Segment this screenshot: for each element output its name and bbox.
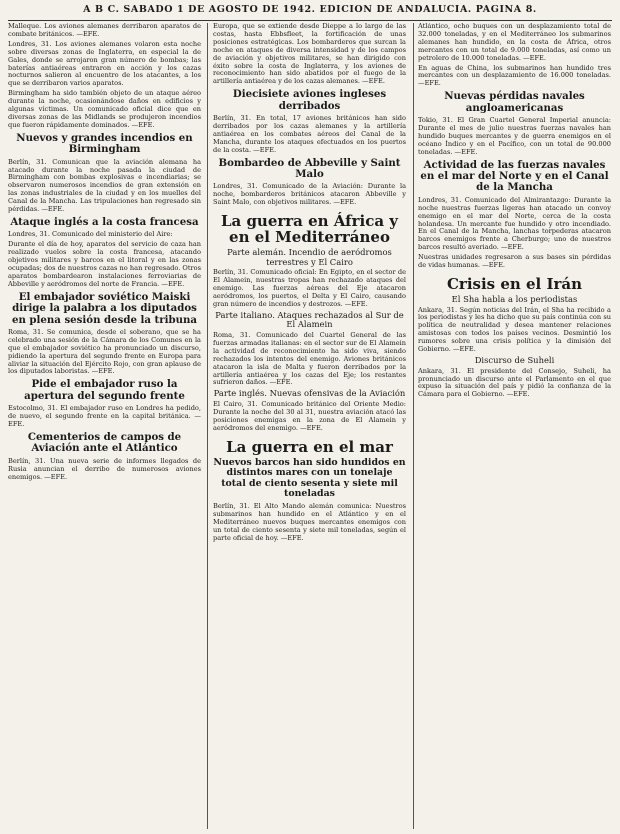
section-headline: La guerra en África y en el Mediterráneo bbox=[220, 212, 399, 247]
article-paragraph: Londres, 31. Comunicado del Almirantazgo: Durante la noche nuestras fuerzas ligeras han atacado un convoy enemigo en el mar del Norte, cerca de la costa holandesa. Un mercante fue hundido y otro incendiado. En el Canal de la Mancha, lanchas torpederas atacaron barcos enemigos frente a Cherburgo; uno de nuestros barcos resultó averiado. —EFE. bbox=[418, 195, 611, 252]
article-headline: Actividad de las fuerzas navales en el mar del Norte y en el Canal de la Mancha bbox=[420, 158, 609, 194]
article-paragraph: Malleque. Los aviones alemanes derribaron aparatos de combate británicos. —EFE. bbox=[8, 23, 201, 38]
article-headline: Nuevas pérdidas navales angloamericanas bbox=[444, 90, 585, 114]
article-headline: Diecisiete aviones ingleses derribados bbox=[232, 88, 387, 112]
subheadline: Parte italiano. Ataques rechazados al Sur de El Alamein bbox=[215, 309, 404, 330]
article-paragraph: Berlín, 31. En total, 17 aviones británicos han sido derribados por los cazas alemanes y la artillería antiaérea en los combates aéreos del Canal de la Mancha, durante los ataques efectuados en los puertos de la costa. —EFE. bbox=[213, 114, 406, 154]
article-headline: Cementerios de campos de Aviación ante el Atlántico bbox=[27, 430, 182, 455]
header-rule bbox=[8, 20, 612, 21]
article-paragraph: Europa, que se extiende desde Dieppe a lo largo de las costas, hasta Ebbsfleet, la fortificación de unas posiciones estratégicas. Los bombarderos que surcan la noche en ataques de diversa intensidad y de los campos de aviación y objetivos militares, se han dirigido con éxito sobre la costa de Inglaterra, y los aviones de reconocimiento han sido abatidos por el fuego de la artillería antiaérea y de los cazas alemanes. —EFE. bbox=[213, 23, 406, 86]
article-paragraph: Berlín, 31. Comunicado oficial: En Egipto, en el sector de El Alamein, nuestras tropas han rechazado ataques del enemigo. Las fuerzas aéreas del Eje atacaron aeródromos, los puertos, el Delta y El Cairo, causando gran número de incendios y destrozos. —EFE. bbox=[213, 268, 406, 308]
article-paragraph: Londres, 31. Comunicado de la Aviación: Durante la noche, bombarderos británicos atacaron Abbeville y Saint Malo, con objetivos militares. —EFE. bbox=[213, 182, 406, 207]
column-2 bbox=[213, 23, 406, 829]
article-paragraph: Londres, 31. Comunicado del ministerio del Aire: bbox=[8, 230, 173, 239]
article-paragraph: Londres, 31. Los aviones alemanes volaron esta noche sobre diversas zonas de Inglaterra, en especial la de Gales, donde se arrojaron gran número de bombas; las baterías antiaéreas entraron en acción y los cazas nocturnos salieron al encuentro de los atacantes, a los que se derribaron varios aparatos. bbox=[8, 39, 201, 88]
article-paragraph: Atlántico, ocho buques con un desplazamiento total de 32.000 toneladas, y en el Mediterráneo los submarinos alemanes han hundido, en la costa de África, otros mercantes con un total de 9.000 toneladas, así como un petrolero de 10.000 toneladas. —EFE. bbox=[418, 23, 611, 62]
article-paragraph: Birmingham ha sido también objeto de un ataque aéreo durante la noche, ocasionándose daños en edificios y algunas víctimas. Un comunicado oficial dice que en diversas zonas de las Midlands se produjeron incendios que fueron rápidamente dominados. —EFE. bbox=[8, 89, 201, 129]
article-paragraph: Roma, 31. Se comunica, desde el soberano, que se ha celebrado una sesión de la Cámara de los Comunes en la que el embajador soviético ha pronunciado un discurso, pidiendo la apertura del segundo frente en Europa para aliviar la situación del Ejército Rojo, con gran aplauso de los diputados laboristas. —EFE. bbox=[8, 327, 201, 376]
article-headline: El embajador soviético Maiski dirige la palabra a los diputados en plena sesión desde la tribuna bbox=[11, 290, 198, 326]
column-divider-1 bbox=[207, 23, 208, 829]
subheadline: Parte inglés. Nuevas ofensivas de la Aviación bbox=[213, 388, 406, 399]
article-headline: Pide el embajador ruso la apertura del segundo frente bbox=[24, 378, 185, 402]
article-paragraph: Tokio, 31. El Gran Cuartel General Imperial anuncia: Durante el mes de julio nuestras fuerzas navales han hundido buques mercantes y de guerra enemigos en el océano Índico y en el Pacífico, con un total de 90.000 toneladas. —EFE. bbox=[418, 116, 611, 156]
article-paragraph: Berlín, 31. El Alto Mando alemán comunica: Nuestros submarinos han hundido en el Atlántico y en el Mediterráneo nuevos buques mercantes enemigos con un total de ciento sesenta y siete mil toneladas, según el parte oficial de hoy. —EFE. bbox=[213, 501, 406, 542]
article-paragraph: Estocolmo, 31. El embajador ruso en Londres ha pedido, de nuevo, el segundo frente en la capital británica. —EFE. bbox=[8, 404, 201, 428]
article-paragraph: Berlín, 31. Una nueva serie de informes llegados de Rusia anuncian el derribo de numerosos aviones enemigos. —EFE. bbox=[8, 456, 201, 481]
subheadline: El Sha habla a los periodistas bbox=[451, 293, 578, 304]
column-divider-2 bbox=[413, 23, 414, 829]
article-paragraph: Berlín, 31. Comunican que la aviación alemana ha atacado durante la noche pasada la ciudad de Birmingham con bombas explosivas e incendiarias; se observaron numerosos incendios de gran extensión en las zonas industriales de la ciudad y en los muelles del Canal de la Mancha. Las tripulaciones han regresado sin pérdidas. —EFE. bbox=[8, 157, 201, 214]
section-subheadline: Nuevos barcos han sido hundidos en distintos mares con un tonelaje total de ciento sesenta y siete mil toneladas bbox=[213, 456, 406, 500]
subheadline: Discurso de Suheli bbox=[474, 355, 555, 365]
article-paragraph: En aguas de China, los submarinos han hundido tres mercantes con un desplazamiento de 16.000 toneladas. —EFE. bbox=[418, 63, 611, 88]
article-headline: Ataque inglés a la costa francesa bbox=[10, 215, 199, 228]
article-paragraph: Durante el día de hoy, aparatos del servicio de caza han realizado vuelos sobre la costa francesa, atacando objetivos militares y barcos en el litoral y en las zonas ocupadas; dos de nuestros cazas no han regresado. Otros aparatos bombardearon instalaciones ferroviarias de Abbeville y aeródromos del norte de Francia. —EFE. bbox=[8, 240, 201, 288]
column-3 bbox=[418, 23, 611, 829]
article-headline: Nuevos y grandes incendios en Birmingham bbox=[16, 131, 193, 156]
article-paragraph: Ankara, 31. Según noticias del Irán, el Sha ha recibido a los periodistas y les ha dicho que su país continúa con su política de neutralidad y desea mantener relaciones amistosas con todos los países vecinos. Desmintió los rumores sobre una crisis política y la dimisión del Gobierno. —EFE. bbox=[418, 305, 611, 354]
section-headline: La guerra en el mar bbox=[226, 437, 393, 456]
article-paragraph: Nuestras unidades regresaron a sus bases sin pérdidas de vidas humanas. —EFE. bbox=[418, 253, 611, 270]
page-header: A B C. SABADO 1 DE AGOSTO DE 1942. EDICION DE ANDALUCIA. PAGINA 8. bbox=[83, 4, 537, 15]
column-1 bbox=[8, 23, 201, 829]
article-paragraph: Ankara, 31. El presidente del Consejo, Suheli, ha pronunciado un discurso ante el Parlamento en el que expuso la situación del país y pidió la confianza de la Cámara para el Gobierno. —EFE. bbox=[418, 366, 611, 399]
section-headline: Crisis en el Irán bbox=[446, 274, 583, 293]
article-paragraph: El Cairo, 31. Comunicado británico del Oriente Medio: Durante la noche del 30 al 31, nuestra aviación atacó las posiciones enemigas en la zona de El Alamein y aeródromos del enemigo. —EFE. bbox=[213, 399, 406, 432]
article-paragraph: Roma, 31. Comunicado del Cuartel General de las fuerzas armadas italianas: en el sector sur de El Alamein la actividad de reconocimiento ha sido viva, siendo rechazados los intentos del enemigo. Aviones británicos atacaron la isla de Malta y fueron derribados por la artillería antiaérea y los cazas del Eje; los restantes sufrieron daños. —EFE. bbox=[213, 331, 406, 387]
subheadline: Parte alemán. Incendio de aeródromos terrestres y El Cairo bbox=[227, 247, 392, 267]
article-headline: Bombardeo de Abbeville y Saint Malo bbox=[218, 156, 401, 180]
